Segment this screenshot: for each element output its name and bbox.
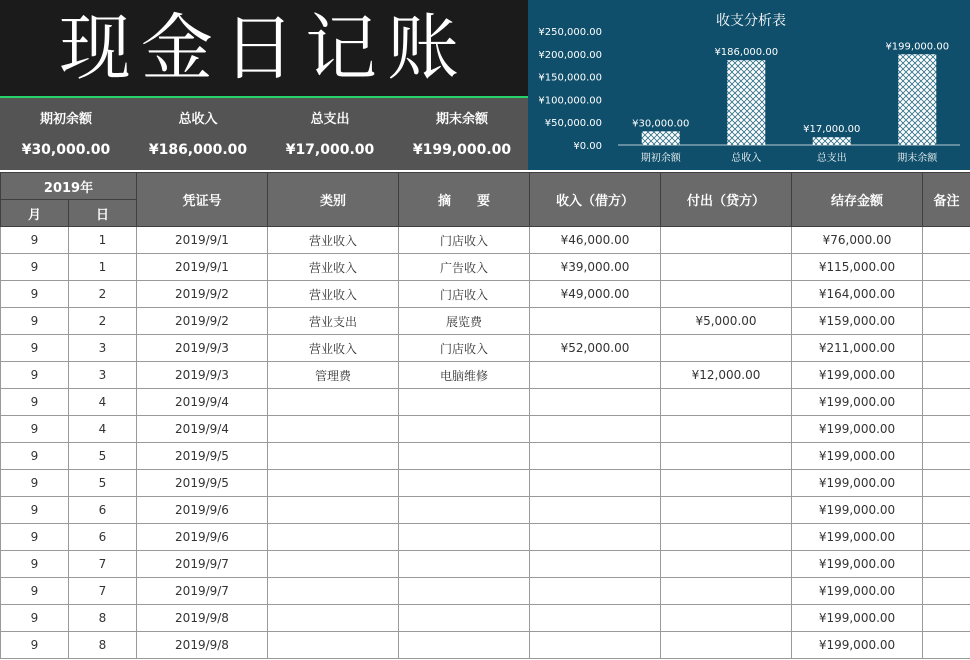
cell-expense[interactable] <box>661 281 792 308</box>
y-tick-label: ¥200,000.00 <box>538 49 602 61</box>
cell-income[interactable] <box>530 497 661 524</box>
cell-voucher[interactable]: 2019/9/2 <box>137 281 268 308</box>
cell-day[interactable]: 3 <box>69 362 137 389</box>
month-header: 月 <box>1 200 69 227</box>
summary-value: ¥17,000.00 <box>285 142 375 158</box>
cell-month[interactable]: 9 <box>1 227 69 254</box>
cell-day[interactable]: 1 <box>69 227 137 254</box>
summary-value: ¥186,000.00 <box>148 142 248 158</box>
cell-voucher[interactable]: 2019/9/8 <box>137 632 268 659</box>
cell-month[interactable]: 9 <box>1 605 69 632</box>
cell-note[interactable] <box>923 470 970 497</box>
note-header: 备注 <box>923 173 970 227</box>
x-tick-label: 总支出 <box>816 153 847 164</box>
cell-voucher[interactable]: 2019/9/4 <box>137 416 268 443</box>
cell-summary[interactable]: 门店收入 <box>399 335 530 362</box>
cell-balance[interactable]: ¥199,000.00 <box>792 470 923 497</box>
cell-category[interactable] <box>268 497 399 524</box>
cell-voucher[interactable]: 2019/9/6 <box>137 497 268 524</box>
cell-category[interactable] <box>268 551 399 578</box>
cell-summary[interactable] <box>399 524 530 551</box>
table-row <box>1 470 970 497</box>
balance-header: 结存金额 <box>792 173 923 227</box>
cell-balance[interactable]: ¥199,000.00 <box>792 632 923 659</box>
cell-day[interactable]: 1 <box>69 254 137 281</box>
cell-summary[interactable]: 电脑维修 <box>399 362 530 389</box>
cell-summary[interactable] <box>399 551 530 578</box>
cell-note[interactable] <box>923 551 970 578</box>
cell-note[interactable] <box>923 443 970 470</box>
table-row <box>1 389 970 416</box>
cell-note[interactable] <box>923 605 970 632</box>
cell-category[interactable] <box>268 416 399 443</box>
cell-category[interactable]: 营业收入 <box>268 254 399 281</box>
chart-canvas <box>528 0 970 170</box>
cell-day[interactable]: 7 <box>69 578 137 605</box>
summary-income <box>132 98 264 170</box>
table-row <box>1 335 970 362</box>
cell-note[interactable] <box>923 335 970 362</box>
cell-expense[interactable] <box>661 227 792 254</box>
cell-voucher[interactable]: 2019/9/2 <box>137 308 268 335</box>
cell-income[interactable] <box>530 605 661 632</box>
cell-voucher[interactable]: 2019/9/6 <box>137 524 268 551</box>
page-title: 现金日记账 <box>0 0 528 96</box>
cell-balance[interactable]: ¥199,000.00 <box>792 605 923 632</box>
bar-0[interactable] <box>642 131 680 145</box>
cell-summary[interactable]: 展览费 <box>399 308 530 335</box>
cell-summary[interactable] <box>399 605 530 632</box>
cell-voucher[interactable]: 2019/9/4 <box>137 389 268 416</box>
y-tick-label: ¥250,000.00 <box>538 27 602 38</box>
data-label: ¥17,000.00 <box>803 124 861 136</box>
data-label: ¥186,000.00 <box>714 47 779 59</box>
cell-summary[interactable] <box>399 578 530 605</box>
summary-expense <box>264 98 396 170</box>
summary-value: ¥30,000.00 <box>21 142 111 158</box>
cell-summary[interactable] <box>399 389 530 416</box>
x-tick-label: 期末余额 <box>897 153 938 164</box>
cell-balance[interactable]: ¥159,000.00 <box>792 308 923 335</box>
category-header: 类别 <box>268 173 399 227</box>
cell-expense[interactable] <box>661 578 792 605</box>
voucher-header: 凭证号 <box>137 173 268 227</box>
cell-category[interactable] <box>268 578 399 605</box>
cell-balance[interactable]: ¥199,000.00 <box>792 551 923 578</box>
cell-expense[interactable] <box>661 605 792 632</box>
cell-month[interactable]: 9 <box>1 578 69 605</box>
ledger-table <box>0 172 970 659</box>
cell-month[interactable]: 9 <box>1 497 69 524</box>
cell-category[interactable] <box>268 632 399 659</box>
cell-expense[interactable] <box>661 551 792 578</box>
table-row <box>1 605 970 632</box>
cell-summary[interactable]: 广告收入 <box>399 254 530 281</box>
cell-income[interactable] <box>530 443 661 470</box>
cell-category[interactable] <box>268 524 399 551</box>
summary-opening <box>0 98 132 170</box>
cell-income[interactable] <box>530 551 661 578</box>
cell-month[interactable]: 9 <box>1 632 69 659</box>
cell-income[interactable] <box>530 632 661 659</box>
chart-bars <box>632 41 949 164</box>
cell-note[interactable] <box>923 632 970 659</box>
cell-voucher[interactable]: 2019/9/3 <box>137 362 268 389</box>
cell-summary[interactable] <box>399 470 530 497</box>
cell-day[interactable]: 2 <box>69 308 137 335</box>
cell-voucher[interactable]: 2019/9/8 <box>137 605 268 632</box>
summary-label: 期末余额 <box>435 112 488 127</box>
table-row <box>1 308 970 335</box>
cell-expense[interactable] <box>661 389 792 416</box>
cell-summary[interactable]: 门店收入 <box>399 281 530 308</box>
y-tick-label: ¥100,000.00 <box>538 95 602 107</box>
cell-income[interactable] <box>530 389 661 416</box>
cell-note[interactable] <box>923 524 970 551</box>
cell-day[interactable]: 4 <box>69 389 137 416</box>
cell-category[interactable]: 营业支出 <box>268 308 399 335</box>
x-tick-label: 总收入 <box>731 153 762 164</box>
cell-note[interactable] <box>923 227 970 254</box>
cell-note[interactable] <box>923 497 970 524</box>
cell-voucher[interactable]: 2019/9/7 <box>137 551 268 578</box>
cell-month[interactable]: 9 <box>1 389 69 416</box>
cell-summary[interactable] <box>399 443 530 470</box>
table-row <box>1 578 970 605</box>
cell-month[interactable]: 9 <box>1 551 69 578</box>
ledger-sheet <box>0 172 970 660</box>
summary-panel <box>0 98 528 170</box>
cell-summary[interactable]: 门店收入 <box>399 227 530 254</box>
cell-category[interactable]: 营业收入 <box>268 227 399 254</box>
cell-balance[interactable]: ¥199,000.00 <box>792 362 923 389</box>
table-row <box>1 254 970 281</box>
cell-month[interactable]: 9 <box>1 416 69 443</box>
table-row <box>1 416 970 443</box>
cell-balance[interactable]: ¥199,000.00 <box>792 389 923 416</box>
bar-3[interactable] <box>898 54 936 145</box>
cell-expense[interactable] <box>661 416 792 443</box>
cell-income[interactable] <box>530 416 661 443</box>
cell-expense[interactable]: ¥5,000.00 <box>661 308 792 335</box>
cell-income[interactable]: ¥52,000.00 <box>530 335 661 362</box>
cell-day[interactable]: 3 <box>69 335 137 362</box>
cell-category[interactable] <box>268 389 399 416</box>
cell-day[interactable]: 4 <box>69 416 137 443</box>
cell-expense[interactable] <box>661 524 792 551</box>
table-row <box>1 362 970 389</box>
cell-category[interactable] <box>268 470 399 497</box>
cell-summary[interactable] <box>399 632 530 659</box>
summary-label: 总支出 <box>310 112 350 127</box>
cell-income[interactable] <box>530 308 661 335</box>
cell-expense[interactable]: ¥12,000.00 <box>661 362 792 389</box>
cell-note[interactable] <box>923 578 970 605</box>
cell-month[interactable]: 9 <box>1 362 69 389</box>
cell-day[interactable]: 8 <box>69 632 137 659</box>
y-tick-label: ¥150,000.00 <box>538 72 602 84</box>
cell-day[interactable]: 5 <box>69 443 137 470</box>
cell-category[interactable] <box>268 605 399 632</box>
cell-summary[interactable] <box>399 416 530 443</box>
cell-expense[interactable] <box>661 470 792 497</box>
cell-expense[interactable] <box>661 443 792 470</box>
cell-day[interactable]: 6 <box>69 497 137 524</box>
cell-day[interactable]: 8 <box>69 605 137 632</box>
table-row <box>1 524 970 551</box>
cell-income[interactable] <box>530 578 661 605</box>
cell-voucher[interactable]: 2019/9/5 <box>137 443 268 470</box>
cell-note[interactable] <box>923 416 970 443</box>
cell-note[interactable] <box>923 281 970 308</box>
expense-header: 付出（贷方） <box>661 173 792 227</box>
bar-1[interactable] <box>727 60 765 145</box>
cell-note[interactable] <box>923 389 970 416</box>
year-header: 2019年 <box>1 173 137 200</box>
cell-income[interactable] <box>530 524 661 551</box>
cell-category[interactable]: 管理费 <box>268 362 399 389</box>
chart-title: 收支分析表 <box>716 13 786 29</box>
income-header: 收入（借方） <box>530 173 661 227</box>
cell-balance[interactable]: ¥199,000.00 <box>792 443 923 470</box>
cell-month[interactable]: 9 <box>1 254 69 281</box>
cell-balance[interactable]: ¥199,000.00 <box>792 497 923 524</box>
cell-balance[interactable]: ¥164,000.00 <box>792 281 923 308</box>
cell-voucher[interactable]: 2019/9/5 <box>137 470 268 497</box>
table-row <box>1 497 970 524</box>
cell-note[interactable] <box>923 308 970 335</box>
bar-2[interactable] <box>813 137 851 145</box>
table-row <box>1 281 970 308</box>
cell-voucher[interactable]: 2019/9/1 <box>137 227 268 254</box>
cell-month[interactable]: 9 <box>1 524 69 551</box>
cell-income[interactable]: ¥39,000.00 <box>530 254 661 281</box>
cell-balance[interactable]: ¥199,000.00 <box>792 578 923 605</box>
cell-balance[interactable]: ¥115,000.00 <box>792 254 923 281</box>
summary-closing <box>396 98 528 170</box>
table-row <box>1 443 970 470</box>
summary-label: 期初余额 <box>39 112 92 127</box>
cell-month[interactable]: 9 <box>1 443 69 470</box>
cell-income[interactable]: ¥46,000.00 <box>530 227 661 254</box>
cell-category[interactable] <box>268 443 399 470</box>
cell-voucher[interactable]: 2019/9/1 <box>137 254 268 281</box>
cell-month[interactable]: 9 <box>1 335 69 362</box>
x-tick-label: 期初余额 <box>640 153 681 164</box>
cell-category[interactable]: 营业收入 <box>268 335 399 362</box>
table-row <box>1 227 970 254</box>
cell-voucher[interactable]: 2019/9/7 <box>137 578 268 605</box>
cell-note[interactable] <box>923 362 970 389</box>
cell-balance[interactable]: ¥199,000.00 <box>792 524 923 551</box>
summary-value: ¥199,000.00 <box>412 142 512 158</box>
y-tick-label: ¥50,000.00 <box>544 118 602 130</box>
cell-income[interactable] <box>530 362 661 389</box>
cell-month[interactable]: 9 <box>1 470 69 497</box>
ledger-body <box>1 227 970 659</box>
table-row <box>1 632 970 659</box>
data-label: ¥199,000.00 <box>885 41 950 53</box>
cell-month[interactable]: 9 <box>1 281 69 308</box>
cell-day[interactable]: 5 <box>69 470 137 497</box>
y-tick-label: ¥0.00 <box>573 141 602 152</box>
cell-voucher[interactable]: 2019/9/3 <box>137 335 268 362</box>
cell-day[interactable]: 2 <box>69 281 137 308</box>
table-row <box>1 551 970 578</box>
cell-category[interactable]: 营业收入 <box>268 281 399 308</box>
cell-balance[interactable]: ¥211,000.00 <box>792 335 923 362</box>
day-header: 日 <box>69 200 137 227</box>
cell-day[interactable]: 6 <box>69 524 137 551</box>
cell-summary[interactable] <box>399 497 530 524</box>
summary-header: 摘 要 <box>399 173 530 227</box>
cell-expense[interactable] <box>661 254 792 281</box>
data-label: ¥30,000.00 <box>632 118 690 130</box>
cell-balance[interactable]: ¥76,000.00 <box>792 227 923 254</box>
cell-income[interactable] <box>530 470 661 497</box>
cell-expense[interactable] <box>661 632 792 659</box>
summary-label: 总收入 <box>178 112 218 127</box>
cell-balance[interactable]: ¥199,000.00 <box>792 416 923 443</box>
analysis-chart[interactable] <box>528 0 970 170</box>
cell-day[interactable]: 7 <box>69 551 137 578</box>
cell-expense[interactable] <box>661 497 792 524</box>
cell-month[interactable]: 9 <box>1 308 69 335</box>
cell-note[interactable] <box>923 254 970 281</box>
cell-income[interactable]: ¥49,000.00 <box>530 281 661 308</box>
cell-expense[interactable] <box>661 335 792 362</box>
